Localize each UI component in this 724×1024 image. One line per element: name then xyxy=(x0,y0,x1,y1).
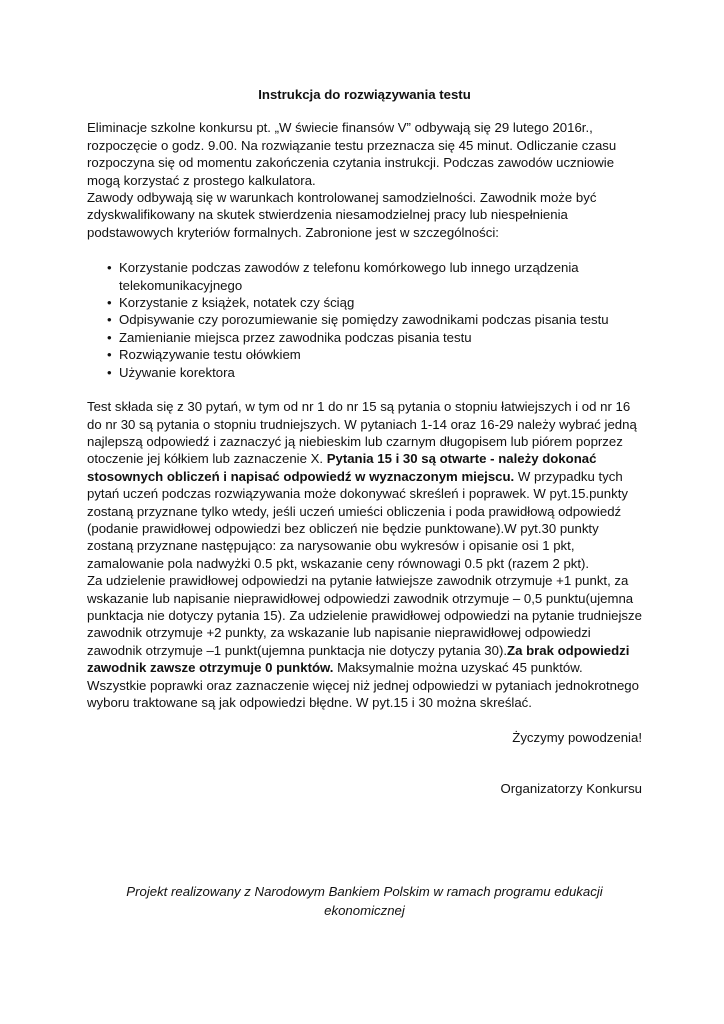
list-item-text: Rozwiązywanie testu ołówkiem xyxy=(119,347,301,363)
list-item xyxy=(87,346,642,363)
scoring-paragraph xyxy=(87,572,642,676)
wish-text: Życzymy powodzenia! xyxy=(512,730,642,746)
list-item xyxy=(87,259,642,294)
list-item xyxy=(87,294,642,311)
bullet-icon: • xyxy=(107,260,112,276)
list-item-text: Korzystanie z książek, notatek czy ściąg xyxy=(119,295,355,311)
list-item-text: Korzystanie podczas zawodów z telefonu komórkowego lub innego urządzenia telekomunikacyjnego xyxy=(119,260,579,293)
document-content xyxy=(87,86,642,797)
list-item-text: Odpisywanie czy porozumiewanie się pomiędzy zawodnikami podczas pisania testu xyxy=(119,312,609,328)
list-item xyxy=(87,364,642,381)
list-item xyxy=(87,329,642,346)
prohibited-list xyxy=(87,259,642,381)
bullet-icon: • xyxy=(107,329,112,345)
document-title: Instrukcja do rozwiązywania testu xyxy=(258,87,471,102)
signature-text: Organizatorzy Konkursu xyxy=(500,780,642,796)
corrections-paragraph: Wszystkie poprawki oraz zaznaczenie więcej niż jednej odpowiedzi w pytaniach jednokrotnego wyboru traktowane są jak odpowiedzi błędne. W pyt.15 i 30 można skreślać. xyxy=(87,677,639,710)
bullet-icon: • xyxy=(107,364,112,380)
bullet-icon: • xyxy=(107,312,112,328)
intro-paragraph-1: Eliminacje szkolne konkursu pt. „W świecie finansów V” odbywają się 29 lutego 2016r., rozpoczęcie o godz. 9.00. Na rozwiązanie testu przeznacza się 45 minut. Odliczanie czasu rozpoczyna się od momentu zakończenia czytania instrukcji. Podczas zawodów uczniowie mogą korzystać z prostego kalkulatora. xyxy=(87,120,617,188)
footer-note: Projekt realizowany z Narodowym Bankiem Polskim w ramach programu edukacji ekonomicznej xyxy=(126,884,603,918)
list-item-text: Zamienianie miejsca przez zawodnika podczas pisania testu xyxy=(119,329,472,345)
scoring-open-text: W przypadku tych pytań uczeń podczas rozwiązywania może dokonywać skreśleń i poprawek. W pyt.15.punkty zostaną przyznane tylko wtedy, jeśli uczeń umieści obliczenia i poda prawidłową odpowiedź (podanie prawidłowej odpowiedzi bez obliczeń nie będzie punktowane).W pyt.30 punkty zostaną przyznane następująco: za narysowanie obu wykresów i opisanie osi 1 pkt, zamalowanie pola nadwyżki 0.5 pkt, wskazanie ceny równowagi 0.5 pkt (razem 2 pkt). xyxy=(87,468,628,571)
scoring-text: Za udzielenie prawidłowej odpowiedzi na pytanie łatwiejsze zawodnik otrzymuje +1 punkt, za wskazanie lub napisanie nieprawidłowej odpowiedzi zawodnik otrzymuje – 0,5 punktu(ujemna punktacja nie dotyczy pytania 15). Za udzielenie prawidłowej odpowiedzi na pytanie trudniejsze zawodnik otrzymuje +2 punkty, za wskazanie lub napisanie nieprawidłowej odpowiedzi zawodnik otrzymuje –1 punkt(ujemna punktacja nie dotyczy pytania 30). xyxy=(87,573,642,658)
open-questions-bold: Pytania 15 i 30 są otwarte - należy dokonać stosownych obliczeń i napisać odpowiedź w wyznaczonym miejscu. xyxy=(87,451,597,484)
test-rules-paragraph xyxy=(87,398,642,572)
bullet-icon: • xyxy=(107,347,112,363)
test-rules-text: Test składa się z 30 pytań, w tym od nr 1 do nr 15 są pytania o stopniu łatwiejszych i od nr 16 do nr 30 są pytania o stopniu trudniejszych. W pytaniach 1-14 oraz 16-29 należy wybrać jedną najlepszą odpowiedź i zaznaczyć ją niebieskim lub czarnym długopisem lub piórem poprzez otoczenie jej kółkiem lub zaznaczenie X. xyxy=(87,399,637,467)
list-item xyxy=(87,311,642,328)
bullet-icon: • xyxy=(107,295,112,311)
no-answer-bold: Za brak odpowiedzi zawodnik zawsze otrzymuje 0 punktów. xyxy=(87,642,630,676)
intro-paragraph-2: Zawody odbywają się w warunkach kontrolowanej samodzielności. Zawodnik może być zdyskwalifikowany na skutek stwierdzenia niesamodzielnej pracy lub niespełnienia podstawowych kryteriów formalnych. Zabronione jest w szczególności: xyxy=(87,190,597,240)
max-points-text: Maksymalnie można uzyskać 45 punktów. xyxy=(333,660,583,676)
list-item-text: Używanie korektora xyxy=(119,364,235,380)
